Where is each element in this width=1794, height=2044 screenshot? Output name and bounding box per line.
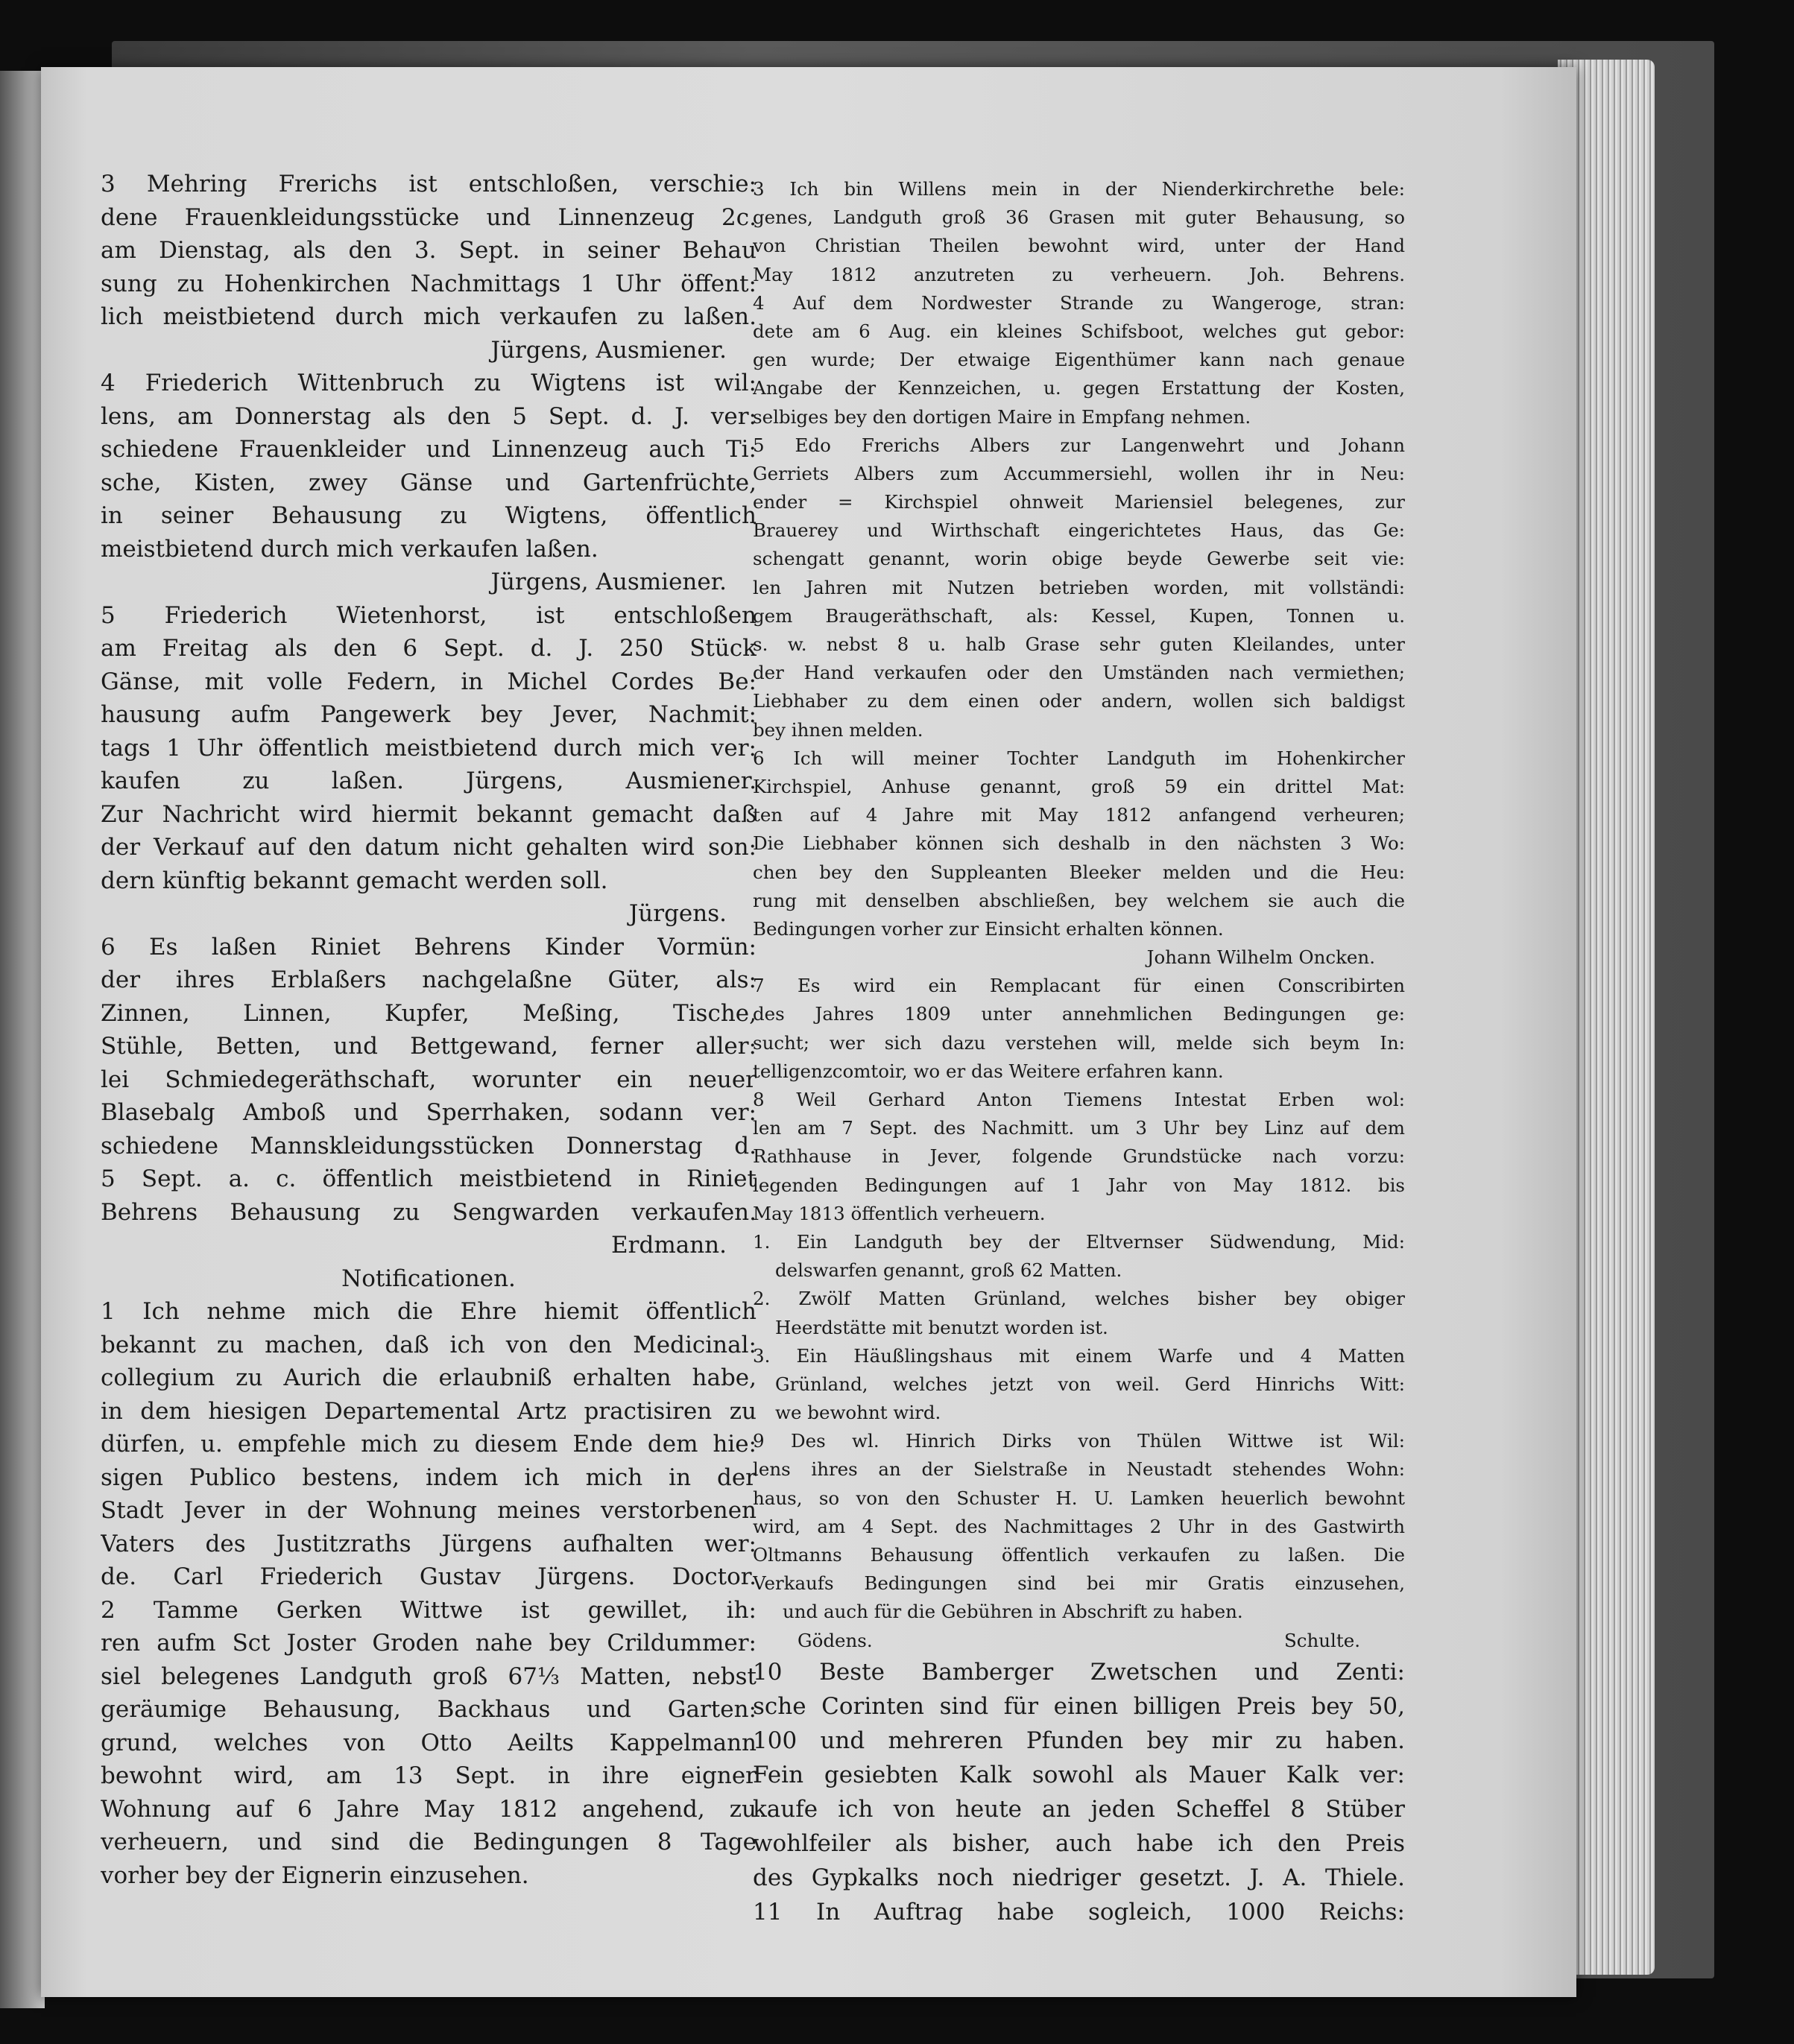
right-column-line: genes, Landguth groß 36 Grasen mit guter Behausung, so	[753, 206, 1405, 229]
right-column-line: haus, so von den Schuster H. U. Lamken heuerlich bewohnt	[753, 1487, 1405, 1509]
right-column-line	[753, 1627, 1405, 1655]
right-column-line: Oltmanns Behausung öffentlich verkaufen zu laßen. Die	[753, 1544, 1405, 1566]
left-column-line: am Freitag als den 6 Sept. d. J. 250 Stück	[101, 635, 757, 662]
left-column-line: bewohnt wird, am 13 Sept. in ihre eigner	[101, 1762, 757, 1789]
right-column-line: Bedingungen vorher zur Einsicht erhalten können.	[753, 917, 1224, 940]
left-column-line: Gänse, mit volle Federn, in Michel Cordes Be:	[101, 668, 757, 695]
right-column-line: Johann Wilhelm Oncken.	[1146, 946, 1375, 969]
signature-part: Gödens.	[797, 1629, 873, 1651]
right-column-line: von Christian Theilen bewohnt wird, unter der Hand	[753, 235, 1405, 257]
left-column-line: in dem hiesigen Departemental Artz practisiren zu	[101, 1397, 757, 1425]
right-column-line: len am 7 Sept. des Nachmitt. um 3 Uhr bey Linz auf dem	[753, 1117, 1405, 1139]
left-column-line: hausung aufm Pangewerk bey Jever, Nachmit:	[101, 701, 757, 728]
left-column-line: kaufen zu laßen. Jürgens, Ausmiener.	[101, 768, 757, 794]
left-column-line: lens, am Donnerstag als den 5 Sept. d. J. ver:	[101, 402, 757, 430]
right-column-line: 100 und mehreren Pfunden bey mir zu haben.	[753, 1727, 1405, 1754]
left-column-line: am Dienstag, als den 3. Sept. in seiner Behau	[101, 237, 757, 264]
right-column-line: Rathhause in Jever, folgende Grundstücke nach vorzu:	[753, 1145, 1405, 1168]
left-column-line: 2 Tamme Gerken Wittwe ist gewillet, ih:	[101, 1596, 757, 1624]
left-column-line: tags 1 Uhr öffentlich meistbietend durch mich ver:	[101, 734, 757, 762]
left-column-line: 6 Es laßen Riniet Behrens Kinder Vormün:	[101, 933, 757, 961]
left-column-line: der Verkauf auf den datum nicht gehalten wird son:	[101, 834, 757, 861]
right-column-line: ender = Kirchspiel ohnweit Mariensiel belegenes, zur	[753, 491, 1405, 513]
left-column-line: Zinnen, Linnen, Kupfer, Meßing, Tische,	[101, 999, 757, 1027]
right-column-line: Die Liebhaber können sich deshalb in den nächsten 3 Wo:	[753, 832, 1405, 855]
right-column-line: Angabe der Kennzeichen, u. gegen Erstattung der Kosten,	[753, 377, 1405, 399]
right-column-line: telligenzcomtoir, wo er das Weitere erfahren kann.	[753, 1060, 1224, 1082]
right-column-line: Verkaufs Bedingungen sind bei mir Gratis einzusehen,	[753, 1572, 1405, 1595]
left-column-line: verheuern, und sind die Bedingungen 8 Tage	[101, 1829, 757, 1855]
left-column-line: Jürgens, Ausmiener.	[490, 336, 727, 364]
left-column-line: bekannt zu machen, daß ich von den Medicinal:	[101, 1331, 757, 1358]
signature-part: Schulte.	[1283, 1629, 1360, 1651]
left-column-line: Blasebalg Amboß und Sperrhaken, sodann ver:	[101, 1099, 757, 1126]
right-column-line: des Jahres 1809 unter annehmlichen Bedingungen ge:	[753, 1003, 1405, 1025]
right-column-line: chen bey den Suppleanten Bleeker melden und die Heu:	[753, 861, 1405, 883]
right-column-line: 1. Ein Landguth bey der Eltvernser Südwendung, Mid:	[753, 1230, 1405, 1253]
left-column-line: Notificationen.	[341, 1265, 516, 1292]
left-column-line: lich meistbietend durch mich verkaufen zu laßen.	[101, 303, 757, 330]
right-column-line: 11 In Auftrag habe sogleich, 1000 Reichs:	[753, 1898, 1405, 1926]
right-column-line: ten auf 4 Jahre mit May 1812 anfangend verheuren;	[753, 804, 1405, 826]
right-column-line: 3 Ich bin Willens mein in der Nienderkirchrethe bele:	[753, 178, 1405, 200]
left-column-line: in seiner Behausung zu Wigtens, öffentlich	[101, 502, 757, 529]
left-column-line: sche, Kisten, zwey Gänse und Gartenfrüchte,	[101, 469, 757, 496]
right-column-line: 3. Ein Häußlingshaus mit einem Warfe und 4 Matten	[753, 1344, 1405, 1367]
left-column-line: lei Schmiedegeräthschaft, worunter ein neuer	[101, 1066, 757, 1093]
right-column-line: 9 Des wl. Hinrich Dirks von Thülen Wittwe ist Wil:	[753, 1430, 1405, 1452]
right-column-line: Heerdstätte mit benutzt worden ist.	[775, 1316, 1108, 1338]
right-column-line: bey ihnen melden.	[753, 718, 923, 741]
left-column-line: sung zu Hohenkirchen Nachmittags 1 Uhr öffent:	[101, 270, 757, 297]
right-column-line: 8 Weil Gerhard Anton Tiemens Intestat Erben wol:	[753, 1089, 1405, 1110]
right-column-line: Liebhaber zu dem einen oder andern, wollen sich baldigst	[753, 690, 1405, 712]
right-column-line: May 1812 anzutreten zu verheuern. Joh. Behrens.	[753, 263, 1405, 285]
right-column-line: Gerriets Albers zum Accummersiehl, wollen ihr in Neu:	[753, 462, 1405, 484]
right-column-line: 10 Beste Bamberger Zwetschen und Zenti:	[753, 1658, 1405, 1686]
right-column-line: des Gypkalks noch niedriger gesetzt. J. A. Thiele.	[753, 1864, 1405, 1891]
right-column-line: dete am 6 Aug. ein kleines Schifsboot, welches gut gebor:	[753, 320, 1405, 342]
left-column-line: dern künftig bekannt gemacht werden soll.	[101, 867, 608, 894]
left-column-line: ren aufm Sct Joster Groden nahe bey Crildummer:	[101, 1630, 757, 1657]
right-column-line: len Jahren mit Nutzen betrieben worden, mit vollständi:	[753, 576, 1405, 598]
right-column-line: we bewohnt wird.	[775, 1402, 941, 1424]
left-column-line: sigen Publico bestens, indem ich mich in der	[101, 1464, 757, 1491]
right-column-line: 4 Auf dem Nordwester Strande zu Wangeroge, stran:	[753, 291, 1405, 314]
left-column-line: Wohnung auf 6 Jahre May 1812 angehend, zu	[101, 1795, 757, 1823]
right-column-line: 2. Zwölf Matten Grünland, welches bisher bey obiger	[753, 1288, 1405, 1310]
left-column-line: meistbietend durch mich verkaufen laßen.	[101, 535, 598, 563]
left-column-line: Stühle, Betten, und Bettgewand, ferner aller:	[101, 1033, 757, 1060]
right-column-line: wird, am 4 Sept. des Nachmittages 2 Uhr in des Gastwirth	[753, 1515, 1405, 1537]
document-page	[41, 67, 1576, 1997]
right-column-line: legenden Bedingungen auf 1 Jahr von May 1812. bis	[753, 1174, 1405, 1196]
left-column-line: schiedene Mannskleidungsstücken Donnerstag d.	[101, 1132, 757, 1159]
right-column-line: schengatt genannt, worin obige beyde Gewerbe seit vie:	[753, 548, 1405, 570]
right-column-line: wohlfeiler als bisher, auch habe ich den Preis	[753, 1829, 1405, 1857]
right-column-line: gem Braugeräthschaft, als: Kessel, Kupen, Tonnen u.	[753, 604, 1405, 627]
left-column-line: Vaters des Justitzraths Jürgens aufhalten wer:	[101, 1530, 757, 1557]
left-column-line: Stadt Jever in der Wohnung meines verstorbenen	[101, 1497, 757, 1524]
right-column-line: lens ihres an der Sielstraße in Neustadt stehendes Wohn:	[753, 1458, 1405, 1481]
right-column-line: sucht; wer sich dazu verstehen will, melde sich beym In:	[753, 1031, 1405, 1054]
left-column-line: Erdmann.	[611, 1232, 727, 1259]
left-column-line: geräumige Behausung, Backhaus und Garten:	[101, 1696, 757, 1723]
left-column-line: Jürgens.	[628, 900, 727, 927]
left-column-line: grund, welches von Otto Aeilts Kappelmann	[101, 1729, 757, 1756]
left-column-line: Zur Nachricht wird hiermit bekannt gemacht daß	[101, 800, 757, 828]
right-column-line: rung mit denselben abschließen, bey welchem sie auch die	[753, 889, 1405, 911]
right-column-line: 5 Edo Frerichs Albers zur Langenwehrt und Johann	[753, 434, 1405, 456]
left-column-line: 3 Mehring Frerichs ist entschloßen, verschie:	[101, 171, 757, 197]
right-column-line: gen wurde; Der etwaige Eigenthümer kann nach genaue	[753, 349, 1405, 371]
right-column-line: Grünland, welches jetzt von weil. Gerd Hinrichs Witt:	[775, 1373, 1405, 1395]
left-column-line: 4 Friederich Wittenbruch zu Wigtens ist wil:	[101, 370, 757, 396]
left-column-line: der ihres Erblaßers nachgelaßne Güter, als:	[101, 966, 757, 993]
left-column-line: 5 Friederich Wietenhorst, ist entschloßen	[101, 601, 757, 629]
right-column-line: Kirchspiel, Anhuse genannt, groß 59 ein drittel Mat:	[753, 775, 1405, 797]
right-column-line: sche Corinten sind für einen billigen Preis bey 50,	[753, 1692, 1405, 1720]
left-column-line: Jürgens, Ausmiener.	[490, 569, 727, 595]
left-column-line: vorher bey der Eignerin einzusehen.	[101, 1861, 529, 1889]
right-column-line: Fein gesiebten Kalk sowohl als Mauer Kalk ver:	[753, 1761, 1405, 1788]
facing-page-edge	[0, 71, 45, 2008]
left-column-line: 1 Ich nehme mich die Ehre hiemit öffentlich	[101, 1298, 757, 1325]
right-column-line: und auch für die Gebühren in Abschrift zu haben.	[783, 1601, 1243, 1623]
left-column-line: schiedene Frauenkleider und Linnenzeug auch Ti:	[101, 436, 757, 463]
right-column-line: delswarfen genannt, groß 62 Matten.	[775, 1259, 1122, 1282]
left-column-line: dürfen, u. empfehle mich zu diesem Ende dem hie:	[101, 1431, 757, 1458]
left-column-line: de. Carl Friederich Gustav Jürgens. Doctor.	[101, 1563, 757, 1590]
left-column-line: dene Frauenkleidungsstücke und Linnenzeug 2c.	[101, 203, 757, 231]
left-column	[101, 168, 757, 1892]
right-column-line: selbiges bey den dortigen Maire in Empfang nehmen.	[753, 405, 1251, 428]
left-column-line: collegium zu Aurich die erlaubniß erhalten habe,	[101, 1364, 757, 1391]
right-column-line: der Hand verkaufen oder den Umständen nach vermiethen;	[753, 662, 1405, 684]
left-column-line: 5 Sept. a. c. öffentlich meistbietend in Riniet	[101, 1165, 757, 1192]
left-column-line: siel belegenes Landguth groß 67⅓ Matten, nebst	[101, 1662, 757, 1690]
left-column-line: Behrens Behausung zu Sengwarden verkaufen.	[101, 1198, 757, 1226]
right-column-line: 7 Es wird ein Remplacant für einen Conscribirten	[753, 975, 1405, 997]
right-column-line: 6 Ich will meiner Tochter Landguth im Hohenkircher	[753, 747, 1405, 769]
right-column-line: s. w. nebst 8 u. halb Grase sehr guten Kleilandes, unter	[753, 633, 1405, 655]
right-column-line: Brauerey und Wirthschaft eingerichtetes Haus, das Ge:	[753, 519, 1405, 542]
right-column	[753, 175, 1405, 1929]
right-column-line: kaufe ich von heute an jeden Scheffel 8 Stüber	[753, 1795, 1405, 1823]
right-column-line: May 1813 öffentlich verheuern.	[753, 1202, 1046, 1224]
